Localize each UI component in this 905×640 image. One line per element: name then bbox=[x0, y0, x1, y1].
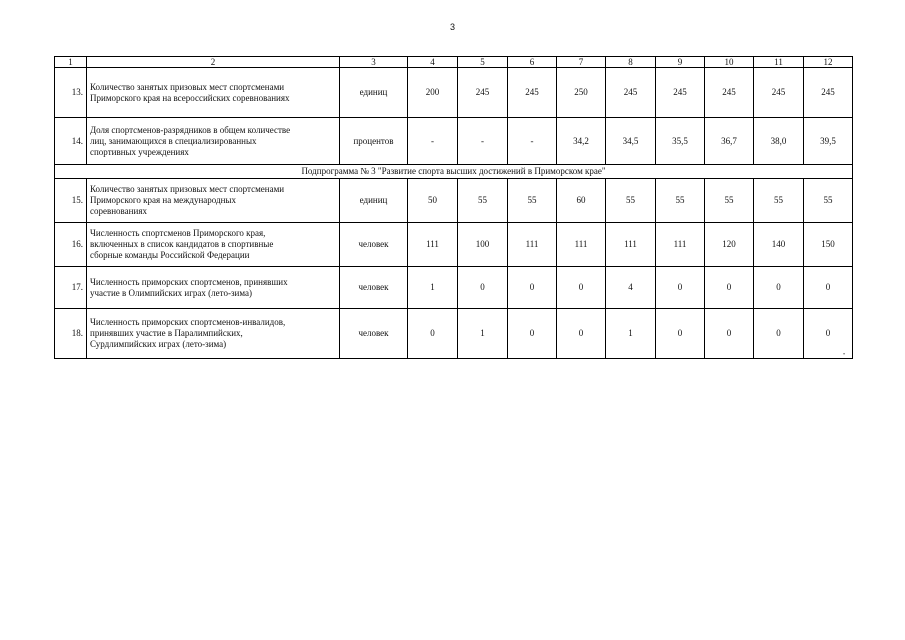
indicator-name bbox=[87, 223, 340, 267]
value-cell: 0 bbox=[804, 309, 853, 359]
value-cell: 100 bbox=[458, 223, 508, 267]
value-cell: 200 bbox=[408, 68, 458, 118]
value-cell: 245 bbox=[458, 68, 508, 118]
value-cell: 55 bbox=[754, 179, 804, 223]
unit-cell: человек bbox=[340, 309, 408, 359]
indicator-name-line: Численность приморских спортсменов, принявших bbox=[90, 276, 288, 287]
value-cell: 0 bbox=[458, 267, 508, 309]
indicator-name-line: Приморского края на международных bbox=[90, 195, 236, 205]
column-header: 9 bbox=[656, 57, 705, 68]
indicators-table bbox=[54, 56, 853, 359]
column-header: 6 bbox=[508, 57, 557, 68]
indicator-name bbox=[87, 68, 340, 118]
value-cell: 55 bbox=[458, 179, 508, 223]
indicator-name bbox=[87, 267, 340, 309]
value-cell: 245 bbox=[606, 68, 656, 118]
value-cell: 111 bbox=[508, 223, 557, 267]
value-cell: 0 bbox=[408, 309, 458, 359]
rows-group-b bbox=[55, 179, 853, 359]
value-cell: 50 bbox=[408, 179, 458, 223]
indicator-name-line: Количество занятых призовых мест спортсменами bbox=[90, 81, 285, 92]
subprogram-row bbox=[55, 165, 853, 179]
column-header: 10 bbox=[705, 57, 754, 68]
indicator-name-line: Сурдлимпийских играх (лето-зима) bbox=[90, 339, 227, 349]
value-cell: 39,5 bbox=[804, 118, 853, 165]
column-header: 5 bbox=[458, 57, 508, 68]
unit-cell: единиц bbox=[340, 68, 408, 118]
value-cell: 35,5 bbox=[656, 118, 705, 165]
value-cell: 120 bbox=[705, 223, 754, 267]
indicator-name bbox=[87, 179, 340, 223]
table-row bbox=[55, 223, 853, 267]
column-header: 4 bbox=[408, 57, 458, 68]
value-cell: 0 bbox=[656, 309, 705, 359]
value-cell: 0 bbox=[705, 309, 754, 359]
column-number-row bbox=[55, 57, 853, 68]
indicator-name-line: Численность приморских спортсменов-инвалидов, bbox=[90, 317, 286, 327]
value-cell: 38,0 bbox=[754, 118, 804, 165]
value-cell: - bbox=[458, 118, 508, 165]
indicator-name bbox=[87, 118, 340, 165]
value-cell: 55 bbox=[606, 179, 656, 223]
value-cell: 140 bbox=[754, 223, 804, 267]
value-cell: 245 bbox=[804, 68, 853, 118]
row-number: 18. bbox=[55, 309, 87, 359]
value-cell: - bbox=[408, 118, 458, 165]
row-number: 14. bbox=[55, 118, 87, 165]
column-header: 11 bbox=[754, 57, 804, 68]
indicator-name-line: Численность спортсменов Приморского края, bbox=[90, 228, 266, 238]
rows-group-a bbox=[55, 68, 853, 165]
column-header: 2 bbox=[87, 57, 340, 68]
value-cell: 150 bbox=[804, 223, 853, 267]
value-cell: 55 bbox=[656, 179, 705, 223]
table-row bbox=[55, 179, 853, 223]
value-cell: 60 bbox=[557, 179, 606, 223]
value-cell: 36,7 bbox=[705, 118, 754, 165]
row-number: 17. bbox=[55, 267, 87, 309]
value-cell: 245 bbox=[508, 68, 557, 118]
column-header: 8 bbox=[606, 57, 656, 68]
table-row bbox=[55, 309, 853, 359]
row-number: 13. bbox=[55, 68, 87, 118]
row-number: 15. bbox=[55, 179, 87, 223]
value-cell: 0 bbox=[508, 267, 557, 309]
table-row bbox=[55, 68, 853, 118]
page-number: 3 bbox=[449, 22, 455, 32]
value-cell: 55 bbox=[705, 179, 754, 223]
subprogram-title: Подпрограмма № 3 "Развитие спорта высших достижений в Приморском крае" bbox=[55, 165, 853, 179]
column-header: 7 bbox=[557, 57, 606, 68]
value-cell: 111 bbox=[557, 223, 606, 267]
scan-mark: • bbox=[843, 352, 846, 358]
value-cell: 250 bbox=[557, 68, 606, 118]
value-cell: 0 bbox=[705, 267, 754, 309]
column-header: 1 bbox=[55, 57, 87, 68]
indicator-name-line: Количество занятых призовых мест спортсменами bbox=[90, 184, 285, 194]
indicator-name bbox=[87, 309, 340, 359]
value-cell: 245 bbox=[656, 68, 705, 118]
indicator-name-line: включенных в список кандидатов в спортивные bbox=[90, 239, 274, 249]
indicator-name-line: Приморского края на всероссийских соревнованиях bbox=[90, 92, 290, 103]
value-cell: 34,5 bbox=[606, 118, 656, 165]
row-number: 16. bbox=[55, 223, 87, 267]
column-header: 12 bbox=[804, 57, 853, 68]
value-cell: 0 bbox=[754, 267, 804, 309]
value-cell: 0 bbox=[804, 267, 853, 309]
value-cell: 245 bbox=[754, 68, 804, 118]
value-cell: 0 bbox=[557, 309, 606, 359]
unit-cell: человек bbox=[340, 267, 408, 309]
table-row bbox=[55, 267, 853, 309]
indicator-name-line: спортивных учреждениях bbox=[90, 146, 189, 157]
value-cell: 4 bbox=[606, 267, 656, 309]
value-cell: - bbox=[508, 118, 557, 165]
value-cell: 0 bbox=[557, 267, 606, 309]
value-cell: 111 bbox=[656, 223, 705, 267]
indicator-name-line: сборные команды Российской Федерации bbox=[90, 250, 250, 260]
indicator-name-line: участие в Олимпийских играх (лето-зима) bbox=[90, 287, 252, 298]
value-cell: 55 bbox=[804, 179, 853, 223]
value-cell: 111 bbox=[606, 223, 656, 267]
indicator-name-line: Доля спортсменов-разрядников в общем количестве bbox=[90, 124, 291, 135]
value-cell: 0 bbox=[508, 309, 557, 359]
value-cell: 1 bbox=[606, 309, 656, 359]
unit-cell: единиц bbox=[340, 179, 408, 223]
unit-cell: процентов bbox=[340, 118, 408, 165]
value-cell: 111 bbox=[408, 223, 458, 267]
indicator-name-line: соревнованиях bbox=[90, 206, 147, 216]
unit-cell: человек bbox=[340, 223, 408, 267]
value-cell: 0 bbox=[754, 309, 804, 359]
indicator-name-line: лиц, занимающихся в специализированных bbox=[90, 135, 257, 146]
value-cell: 0 bbox=[656, 267, 705, 309]
table-row bbox=[55, 118, 853, 165]
value-cell: 245 bbox=[705, 68, 754, 118]
value-cell: 1 bbox=[458, 309, 508, 359]
value-cell: 34,2 bbox=[557, 118, 606, 165]
indicator-name-line: принявших участие в Паралимпийских, bbox=[90, 328, 243, 338]
value-cell: 1 bbox=[408, 267, 458, 309]
value-cell: 55 bbox=[508, 179, 557, 223]
column-header: 3 bbox=[340, 57, 408, 68]
